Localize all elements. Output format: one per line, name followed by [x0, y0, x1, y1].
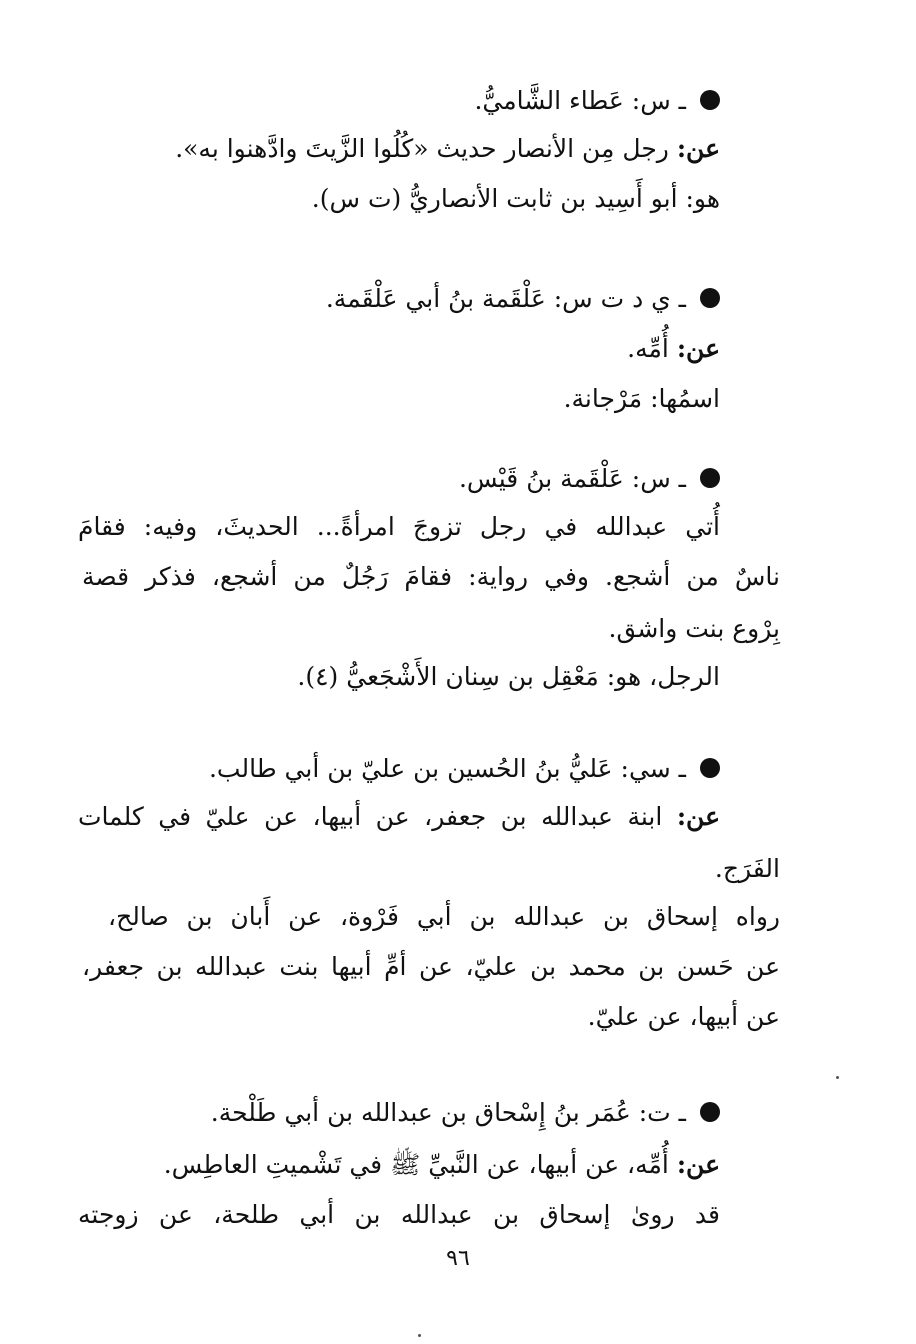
- entry-line: أُتي عبدالله في رجل تزوجَ امرأةً... الحديثَ، وفيه: فقامَ: [78, 512, 720, 541]
- entry-line: عن: أُمِّه.: [627, 334, 720, 363]
- line-label: عن:: [676, 802, 720, 831]
- entry-line: عن: أُمِّه، عن أبيها، عن النَّبيِّ ﷺ في تَشْميتِ العاطِس.: [163, 1150, 720, 1179]
- entry-line: هو: أبو أَسِيد بن ثابت الأنصاريُّ (ت س).: [311, 184, 720, 213]
- bullet-icon: [700, 758, 720, 778]
- entry-line: قد روىٰ إسحاق بن عبدالله بن أبي طلحة، عن زوجته: [78, 1200, 720, 1229]
- entry-heading: ـ سي: عَليُّ بنُ الحُسين بن عليّ بن أبي طالب.: [209, 752, 720, 786]
- print-speck: [836, 1076, 839, 1079]
- entry-line: رواه إسحاق بن عبدالله بن أبي فَرْوة، عن أَبان بن صالح،: [108, 902, 780, 931]
- bullet-icon: [700, 468, 720, 488]
- bullet-icon: [700, 1102, 720, 1122]
- entry-line: الرجل، هو: مَعْقِل بن سِنان الأَشْجَعيُّ (٤).: [297, 662, 720, 691]
- line-label: عن:: [676, 1150, 720, 1179]
- line-label: عن:: [676, 334, 720, 363]
- entry-line: اسمُها: مَرْجانة.: [563, 384, 720, 413]
- print-speck: [418, 1334, 421, 1337]
- entry-heading: ـ س: عَطاء الشَّاميُّ.: [474, 84, 720, 118]
- entry-line: عن أبيها، عن عليّ.: [587, 1002, 780, 1031]
- entry-heading: ـ ت: عُمَر بنُ إِسْحاق بن عبدالله بن أبي طَلْحة.: [211, 1096, 720, 1130]
- entry-line: بِرْوع بنت واشق.: [608, 614, 780, 643]
- entry-line: عن حَسن بن محمد بن عليّ، عن أمِّ أبيها بنت عبدالله بن جعفر،: [82, 952, 780, 981]
- entry-line: عن: ابنة عبدالله بن جعفر، عن أبيها، عن عليّ في كلمات: [78, 802, 720, 831]
- entry-heading: ـ س: عَلْقَمة بنُ قَيْس.: [459, 462, 720, 496]
- line-label: عن:: [676, 134, 720, 163]
- bullet-icon: [700, 90, 720, 110]
- entry-line: عن: رجل مِن الأنصار حديث «كُلُوا الزَّيتَ وادَّهنوا به».: [175, 134, 720, 163]
- entry-line: ناسٌ من أشجع. وفي رواية: فقامَ رَجُلٌ من أشجع، فذكر قصة: [82, 562, 780, 591]
- page-number: ٩٦: [446, 1246, 470, 1271]
- entry-line: الفَرَج.: [714, 854, 780, 883]
- bullet-icon: [700, 288, 720, 308]
- entry-heading: ـ ي د ت س: عَلْقَمة بنُ أبي عَلْقَمة.: [326, 282, 720, 316]
